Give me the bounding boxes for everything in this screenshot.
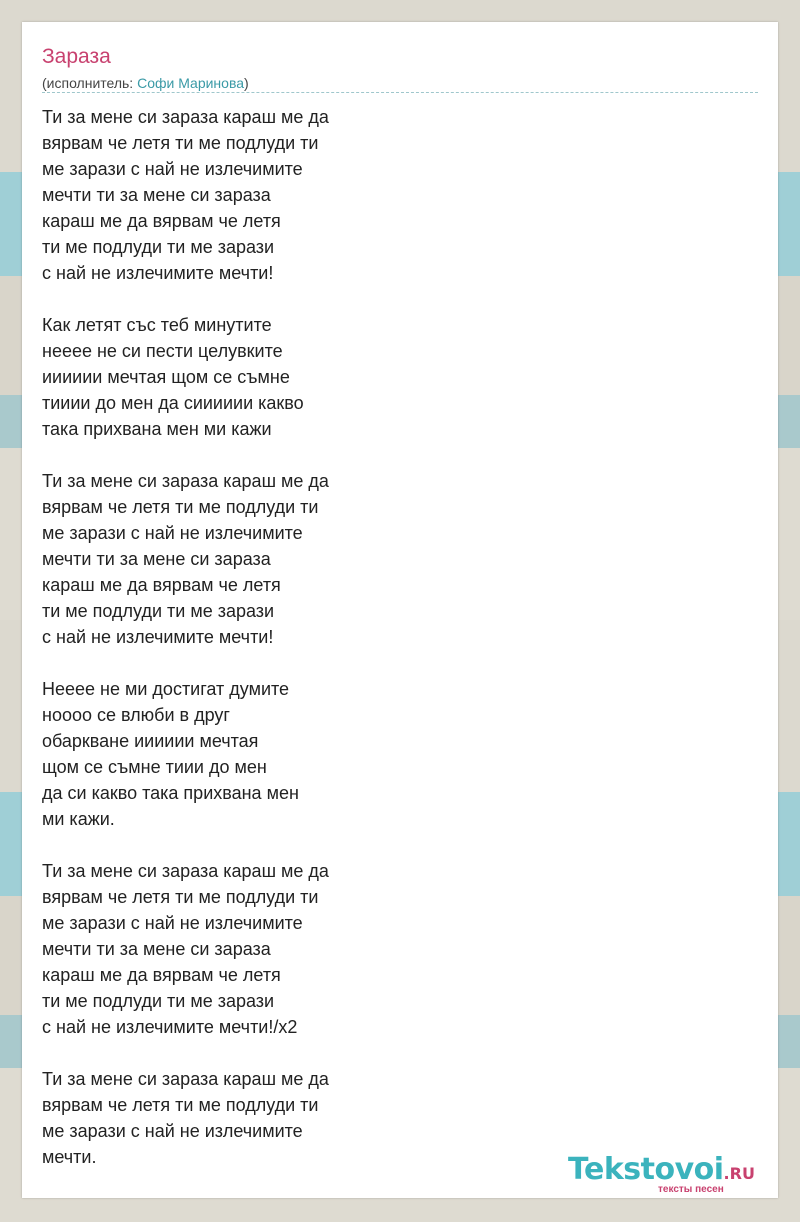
lyric-line: вярвам че летя ти ме подлуди ти [42,133,319,153]
lyric-line: така прихвана мен ми кажи [42,419,272,439]
lyric-line: обаркване ииииии мечтая [42,731,259,751]
performer-prefix: (исполнитель: [42,75,138,91]
lyric-line [42,286,502,312]
lyric-line: мечти. [42,1147,97,1167]
lyric-line: тииии до мен да сииииии какво [42,393,304,413]
performer-line [42,74,249,92]
lyric-line: щом се съмне тиии до мен [42,757,267,777]
divider [42,92,758,93]
lyric-line: ти ме подлуди ти ме зарази [42,601,275,621]
logo-tld: .RU [723,1164,755,1183]
lyric-line: ти ме подлуди ти ме зарази [42,237,275,257]
lyric-line: с най не излечимите мечти! [42,263,274,283]
lyric-line: нееее не си пести целувките [42,341,283,361]
lyric-line: нoooo се влюби в друг [42,705,230,725]
lyric-line: ме зарази с най не излечимите [42,523,303,543]
lyric-line: с най не излечимите мечти!/x2 [42,1017,298,1037]
site-logo[interactable] [568,1153,778,1197]
performer-link[interactable]: Софи Маринова [137,75,245,91]
lyric-line: Ти за мене си зараза караш ме да [42,471,329,491]
lyrics-text [42,104,502,1170]
lyric-line: с най не излечимите мечти! [42,627,274,647]
logo-brand: Tekstovoi [568,1152,724,1187]
lyric-line [42,832,502,858]
lyric-line: караш ме да вярвам че летя [42,575,281,595]
lyric-line: мечти ти за мене си зараза [42,939,271,959]
song-title: Зараза [42,45,111,68]
lyric-line: Ти за мене си зараза караш ме да [42,861,329,881]
logo-tagline: тексты песен [658,1184,724,1195]
lyric-line: мечти ти за мене си зараза [42,185,271,205]
lyric-line [42,1040,502,1066]
lyric-line: караш ме да вярвам че летя [42,211,281,231]
lyric-line: ме зарази с най не излечимите [42,1121,303,1141]
lyric-line: ми кажи. [42,809,115,829]
lyric-line: Как летят със теб минутите [42,315,272,335]
lyric-line: Нееее не ми достигат думите [42,679,290,699]
lyric-line: вярвам че летя ти ме подлуди ти [42,1095,319,1115]
lyric-line: ме зарази с най не излечимите [42,913,303,933]
lyric-line: ти ме подлуди ти ме зарази [42,991,275,1011]
lyric-line: караш ме да вярвам че летя [42,965,281,985]
lyrics-card [22,22,778,1198]
lyric-line [42,650,502,676]
lyric-line: вярвам че летя ти ме подлуди ти [42,887,319,907]
lyric-line: ме зарази с най не излечимите [42,159,303,179]
lyric-line [42,442,502,468]
lyric-line: Ти за мене си зараза караш ме да [42,1069,329,1089]
lyric-line: Ти за мене си зараза караш ме да [42,107,329,127]
lyric-line: мечти ти за мене си зараза [42,549,271,569]
lyric-line: ииииии мечтая щом се съмне [42,367,290,387]
lyric-line: да си какво така прихвана мен [42,783,299,803]
performer-suffix: ) [244,75,249,91]
lyric-line: вярвам че летя ти ме подлуди ти [42,497,319,517]
